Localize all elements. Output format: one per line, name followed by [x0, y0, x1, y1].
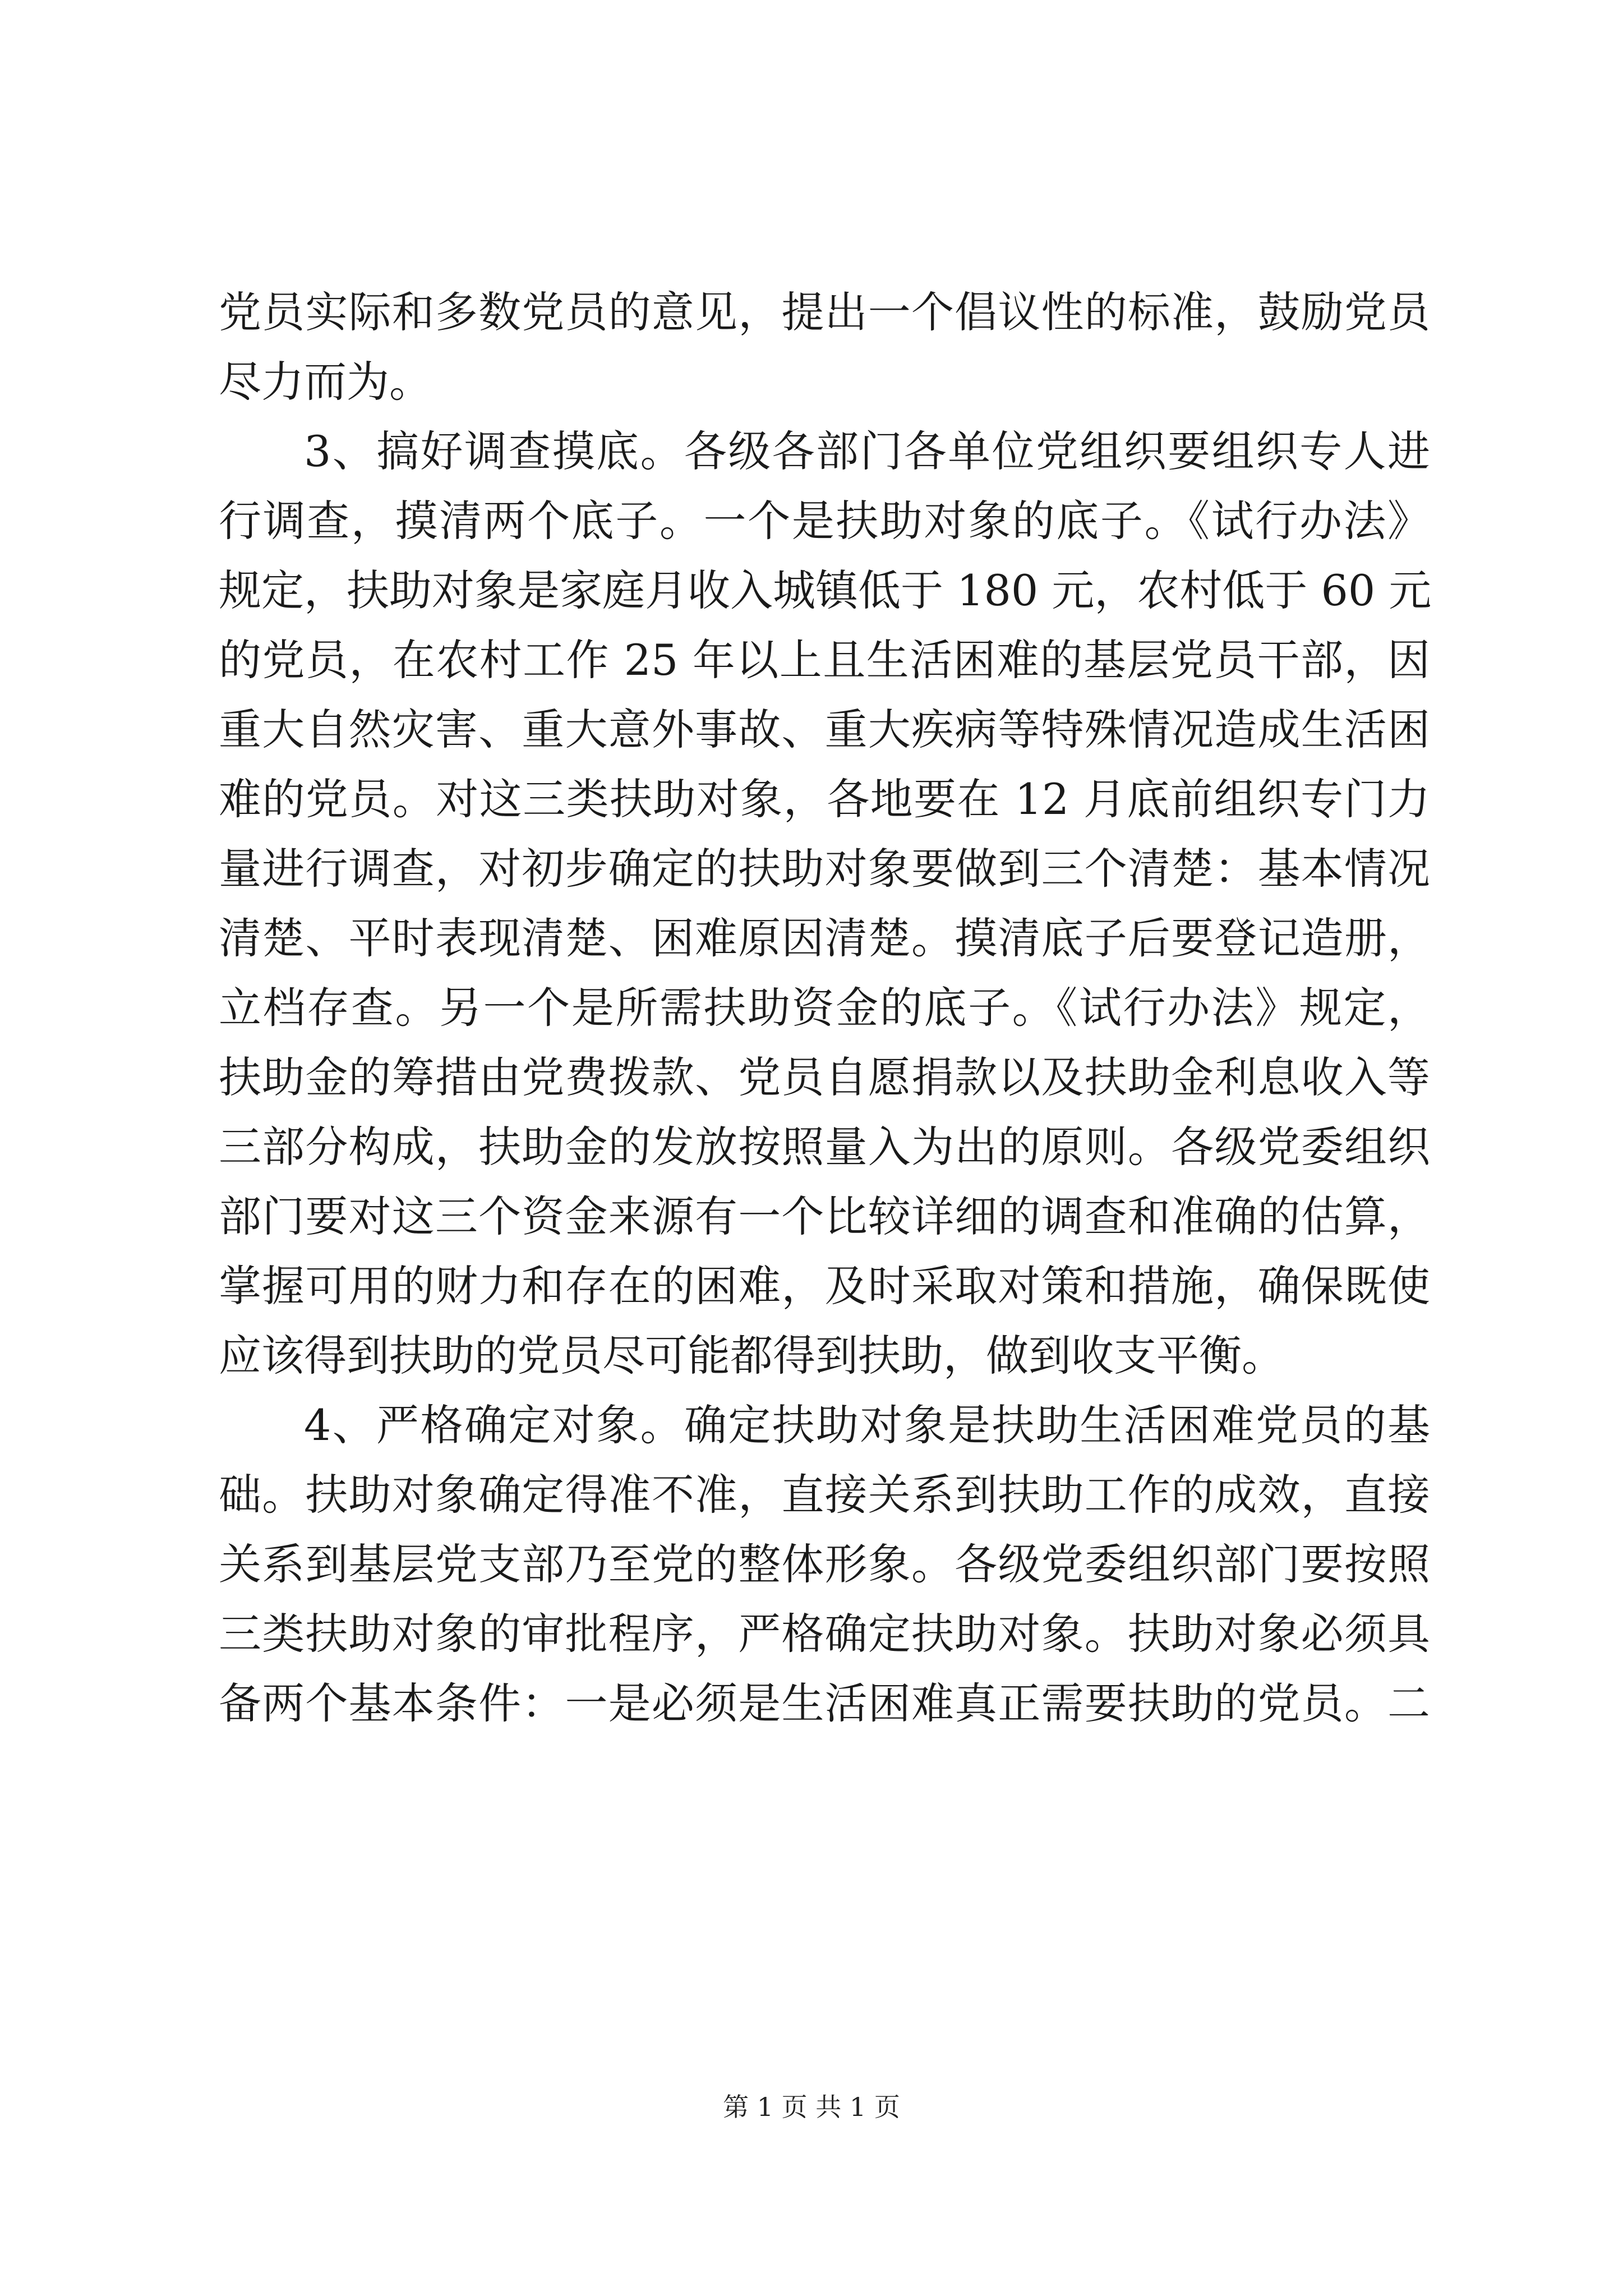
text-line: 党员实际和多数党员的意见，提出一个倡议性的标准，鼓励党员	[219, 287, 1430, 337]
paragraph-start-line: 4、严格确定对象。确定扶助对象是扶助生活困难党员的基	[304, 1400, 1430, 1450]
text-line: 扶助金的筹措由党费拨款、党员自愿捐款以及扶助金利息收入等	[219, 1052, 1430, 1102]
text-line: 应该得到扶助的党员尽可能都得到扶助，做到收支平衡。	[219, 1331, 1284, 1381]
text-line: 重大自然灾害、重大意外事故、重大疾病等特殊情况造成生活困	[219, 705, 1430, 754]
text-line: 的党员，在农村工作 25 年以上且生活困难的基层党员干部，因	[219, 635, 1430, 685]
document-body	[219, 278, 1430, 1738]
page-footer: 第 1 页 共 1 页	[723, 2092, 900, 2122]
text-line: 量进行调查，对初步确定的扶助对象要做到三个清楚：基本情况	[219, 844, 1430, 894]
text-line: 行调查，摸清两个底子。一个是扶助对象的底子。《试行办法》	[219, 496, 1430, 546]
text-line: 关系到基层党支部乃至党的整体形象。各级党委组织部门要按照	[219, 1539, 1430, 1589]
paragraph-start-line: 3、搞好调查摸底。各级各部门各单位党组织要组织专人进	[304, 426, 1430, 476]
text-line: 难的党员。对这三类扶助对象，各地要在 12 月底前组织专门力	[219, 774, 1430, 824]
text-line: 立档存查。另一个是所需扶助资金的底子。《试行办法》规定，	[219, 983, 1430, 1033]
text-line: 掌握可用的财力和存在的困难，及时采取对策和措施，确保既使	[219, 1261, 1430, 1311]
text-line: 础。扶助对象确定得准不准，直接关系到扶助工作的成效，直接	[219, 1470, 1430, 1520]
text-line: 三部分构成，扶助金的发放按照量入为出的原则。各级党委组织	[219, 1122, 1430, 1172]
text-line: 尽力而为。	[219, 357, 432, 407]
text-line: 三类扶助对象的审批程序，严格确定扶助对象。扶助对象必须具	[219, 1609, 1430, 1659]
text-line: 清楚、平时表现清楚、困难原因清楚。摸清底子后要登记造册，	[219, 913, 1430, 963]
text-line: 部门要对这三个资金来源有一个比较详细的调查和准确的估算，	[219, 1191, 1430, 1241]
text-line: 备两个基本条件：一是必须是生活困难真正需要扶助的党员。二	[219, 1678, 1430, 1728]
text-line: 规定，扶助对象是家庭月收入城镇低于 180 元，农村低于 60 元	[219, 565, 1432, 615]
